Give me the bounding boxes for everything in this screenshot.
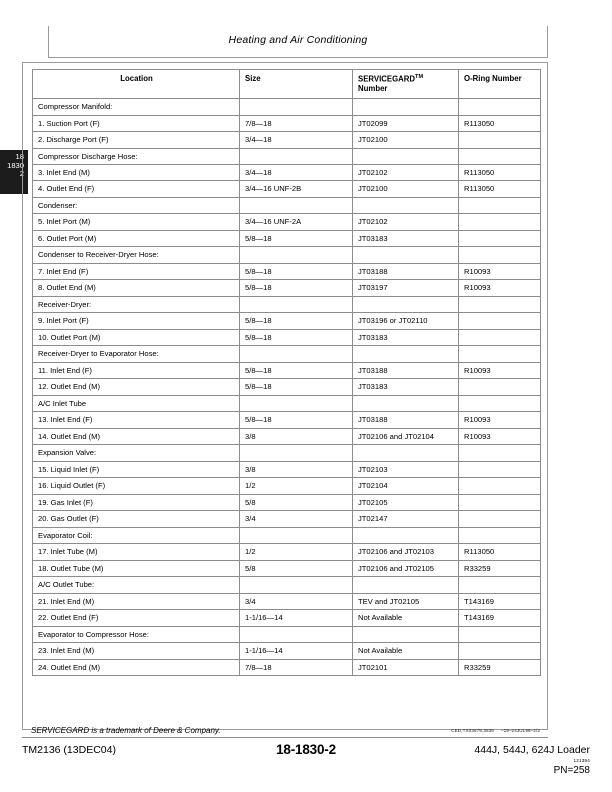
table-row bbox=[33, 263, 541, 279]
column-header-size: Size bbox=[240, 70, 353, 99]
table-row bbox=[33, 527, 541, 543]
cell-oring bbox=[459, 148, 541, 164]
section-label-cell: Condenser to Receiver-Dryer Hose: bbox=[33, 247, 240, 263]
cell-oring: R113050 bbox=[459, 544, 541, 560]
cell-servicegard bbox=[353, 395, 459, 411]
table-row bbox=[33, 511, 541, 527]
cell-servicegard bbox=[353, 577, 459, 593]
table-row bbox=[33, 362, 541, 378]
table-row bbox=[33, 626, 541, 642]
cell-oring bbox=[459, 494, 541, 510]
cell-location: 14. Outlet End (M) bbox=[33, 428, 240, 444]
cell-oring: R113050 bbox=[459, 115, 541, 131]
cell-size bbox=[240, 626, 353, 642]
cell-oring: T143169 bbox=[459, 593, 541, 609]
cell-servicegard: TEV and JT02105 bbox=[353, 593, 459, 609]
cell-servicegard: JT02106 and JT02105 bbox=[353, 560, 459, 576]
table-row bbox=[33, 445, 541, 461]
cell-servicegard: JT03188 bbox=[353, 362, 459, 378]
section-label-cell: A/C Inlet Tube bbox=[33, 395, 240, 411]
cell-size bbox=[240, 577, 353, 593]
table-row bbox=[33, 379, 541, 395]
cell-oring bbox=[459, 395, 541, 411]
cell-location: 3. Inlet End (M) bbox=[33, 165, 240, 181]
cell-location: 24. Outlet End (M) bbox=[33, 659, 240, 675]
table-row bbox=[33, 560, 541, 576]
cell-location: 1. Suction Port (F) bbox=[33, 115, 240, 131]
cell-servicegard bbox=[353, 296, 459, 312]
cell-size: 3/4—16 UNF-2B bbox=[240, 181, 353, 197]
table-row bbox=[33, 610, 541, 626]
table-row bbox=[33, 313, 541, 329]
page-header-title: Heating and Air Conditioning bbox=[228, 34, 368, 46]
cell-size: 7/8—18 bbox=[240, 115, 353, 131]
cell-servicegard bbox=[353, 99, 459, 115]
cell-size: 3/4 bbox=[240, 511, 353, 527]
column-header-servicegard bbox=[353, 70, 459, 99]
cell-oring bbox=[459, 214, 541, 230]
section-label-cell: Evaporator Coil: bbox=[33, 527, 240, 543]
trademark-note: SERVICEGARD is a trademark of Deere & Company. bbox=[31, 726, 221, 735]
table-row bbox=[33, 197, 541, 213]
footer-small-code: 121394 bbox=[573, 758, 590, 763]
cell-size: 5/8—18 bbox=[240, 379, 353, 395]
section-label-cell: Evaporator to Compressor Hose: bbox=[33, 626, 240, 642]
table-row bbox=[33, 412, 541, 428]
cell-servicegard: JT02103 bbox=[353, 461, 459, 477]
cell-oring bbox=[459, 379, 541, 395]
cell-size: 3/8 bbox=[240, 461, 353, 477]
footer-divider bbox=[22, 737, 548, 738]
pn-number: PN=258 bbox=[553, 765, 590, 776]
cell-servicegard: JT02100 bbox=[353, 132, 459, 148]
cell-servicegard: JT02102 bbox=[353, 165, 459, 181]
table-row bbox=[33, 428, 541, 444]
cell-servicegard bbox=[353, 247, 459, 263]
cell-oring bbox=[459, 445, 541, 461]
cell-oring bbox=[459, 329, 541, 345]
cell-oring: R33259 bbox=[459, 659, 541, 675]
cell-oring bbox=[459, 511, 541, 527]
cell-size: 5/8—18 bbox=[240, 313, 353, 329]
table-row bbox=[33, 247, 541, 263]
cell-oring: R10093 bbox=[459, 280, 541, 296]
cell-location: 9. Inlet Port (F) bbox=[33, 313, 240, 329]
table-row bbox=[33, 214, 541, 230]
table-row bbox=[33, 99, 541, 115]
cell-size: 3/4—18 bbox=[240, 132, 353, 148]
cell-size bbox=[240, 445, 353, 461]
cell-size bbox=[240, 296, 353, 312]
cell-oring bbox=[459, 577, 541, 593]
table-row bbox=[33, 643, 541, 659]
table-row bbox=[33, 230, 541, 246]
cell-location: 7. Inlet End (F) bbox=[33, 263, 240, 279]
section-label-cell: Compressor Discharge Hose: bbox=[33, 148, 240, 164]
table-row bbox=[33, 577, 541, 593]
cell-oring: R113050 bbox=[459, 165, 541, 181]
cell-location: 15. Liquid Inlet (F) bbox=[33, 461, 240, 477]
trademark-icon: TM bbox=[415, 74, 424, 80]
cell-size: 1/2 bbox=[240, 544, 353, 560]
cell-size bbox=[240, 527, 353, 543]
cell-size: 3/8 bbox=[240, 428, 353, 444]
cell-size: 5/8—18 bbox=[240, 412, 353, 428]
cell-size bbox=[240, 99, 353, 115]
table-body bbox=[33, 99, 541, 676]
page-header bbox=[48, 26, 548, 58]
cell-location: 22. Outlet End (F) bbox=[33, 610, 240, 626]
table-row bbox=[33, 115, 541, 131]
document-reference-code-right: –19–24JUL98–2/2 bbox=[500, 728, 540, 733]
cell-size bbox=[240, 346, 353, 362]
column-header-oring: O-Ring Number bbox=[459, 70, 541, 99]
table-row bbox=[33, 329, 541, 345]
page-number: 18-1830-2 bbox=[276, 742, 336, 757]
cell-servicegard: JT03197 bbox=[353, 280, 459, 296]
section-label-cell: Compressor Manifold: bbox=[33, 99, 240, 115]
cell-size: 3/4—18 bbox=[240, 165, 353, 181]
table-row bbox=[33, 461, 541, 477]
cell-oring bbox=[459, 478, 541, 494]
fitting-specification-table bbox=[32, 69, 541, 676]
table-row bbox=[33, 346, 541, 362]
cell-location: 10. Outlet Port (M) bbox=[33, 329, 240, 345]
section-label-cell: A/C Outlet Tube: bbox=[33, 577, 240, 593]
table-row bbox=[33, 165, 541, 181]
cell-servicegard: JT02147 bbox=[353, 511, 459, 527]
cell-servicegard: JT02100 bbox=[353, 181, 459, 197]
cell-size: 5/8—18 bbox=[240, 362, 353, 378]
margin-tab-line-2: 1830 bbox=[7, 160, 24, 170]
section-label-cell: Receiver-Dryer: bbox=[33, 296, 240, 312]
table-row bbox=[33, 494, 541, 510]
cell-size: 1-1/16—14 bbox=[240, 610, 353, 626]
cell-size: 5/8 bbox=[240, 560, 353, 576]
cell-size: 5/8 bbox=[240, 494, 353, 510]
cell-size bbox=[240, 197, 353, 213]
cell-location: 18. Outlet Tube (M) bbox=[33, 560, 240, 576]
product-model: 444J, 544J, 624J Loader bbox=[474, 744, 590, 756]
cell-location: 11. Inlet End (F) bbox=[33, 362, 240, 378]
cell-servicegard: JT03183 bbox=[353, 230, 459, 246]
cell-oring: R10093 bbox=[459, 362, 541, 378]
cell-servicegard: Not Available bbox=[353, 643, 459, 659]
cell-servicegard: JT03188 bbox=[353, 263, 459, 279]
table-row bbox=[33, 181, 541, 197]
cell-location: 6. Outlet Port (M) bbox=[33, 230, 240, 246]
cell-servicegard: JT02101 bbox=[353, 659, 459, 675]
cell-location: 21. Inlet End (M) bbox=[33, 593, 240, 609]
table-row bbox=[33, 478, 541, 494]
cell-oring: R33259 bbox=[459, 560, 541, 576]
cell-size: 3/4—16 UNF-2A bbox=[240, 214, 353, 230]
cell-oring: R113050 bbox=[459, 181, 541, 197]
margin-tab-line-3: 2 bbox=[19, 169, 24, 178]
section-label-cell: Condenser: bbox=[33, 197, 240, 213]
cell-servicegard bbox=[353, 527, 459, 543]
cell-location: 12. Outlet End (M) bbox=[33, 379, 240, 395]
cell-oring bbox=[459, 527, 541, 543]
cell-servicegard: JT02099 bbox=[353, 115, 459, 131]
table-head bbox=[33, 70, 541, 99]
table-header-row bbox=[33, 70, 541, 99]
cell-oring bbox=[459, 626, 541, 642]
cell-oring bbox=[459, 643, 541, 659]
cell-oring: T143169 bbox=[459, 610, 541, 626]
cell-servicegard: JT03196 or JT02110 bbox=[353, 313, 459, 329]
margin-tab-line-1: 18 bbox=[15, 152, 24, 161]
cell-size: 1/2 bbox=[240, 478, 353, 494]
cell-servicegard bbox=[353, 445, 459, 461]
cell-oring bbox=[459, 247, 541, 263]
cell-size: 5/8—18 bbox=[240, 230, 353, 246]
cell-servicegard: Not Available bbox=[353, 610, 459, 626]
cell-location: 16. Liquid Outlet (F) bbox=[33, 478, 240, 494]
document-reference-code bbox=[380, 728, 540, 733]
cell-location: 5. Inlet Port (M) bbox=[33, 214, 240, 230]
cell-servicegard: JT02102 bbox=[353, 214, 459, 230]
cell-size bbox=[240, 395, 353, 411]
cell-servicegard: JT02106 and JT02103 bbox=[353, 544, 459, 560]
cell-servicegard bbox=[353, 626, 459, 642]
table-row bbox=[33, 280, 541, 296]
cell-oring: R10093 bbox=[459, 428, 541, 444]
cell-location: 17. Inlet Tube (M) bbox=[33, 544, 240, 560]
cell-oring bbox=[459, 313, 541, 329]
cell-location: 2. Discharge Port (F) bbox=[33, 132, 240, 148]
cell-oring bbox=[459, 461, 541, 477]
document-reference-code-left: CED,TX03679,3535 bbox=[451, 728, 494, 733]
cell-oring bbox=[459, 230, 541, 246]
cell-location: 8. Outlet End (M) bbox=[33, 280, 240, 296]
cell-oring bbox=[459, 197, 541, 213]
cell-location: 23. Inlet End (M) bbox=[33, 643, 240, 659]
table-row bbox=[33, 659, 541, 675]
cell-size bbox=[240, 247, 353, 263]
cell-oring: R10093 bbox=[459, 412, 541, 428]
cell-location: 13. Inlet End (F) bbox=[33, 412, 240, 428]
cell-oring: R10093 bbox=[459, 263, 541, 279]
table-row bbox=[33, 593, 541, 609]
cell-location: 20. Gas Outlet (F) bbox=[33, 511, 240, 527]
column-header-servicegard-text: SERVICEGARD bbox=[358, 74, 416, 84]
cell-servicegard: JT02106 and JT02104 bbox=[353, 428, 459, 444]
cell-servicegard: JT02105 bbox=[353, 494, 459, 510]
section-label-cell: Receiver-Dryer to Evaporator Hose: bbox=[33, 346, 240, 362]
cell-servicegard bbox=[353, 197, 459, 213]
table-row bbox=[33, 395, 541, 411]
table-row bbox=[33, 132, 541, 148]
cell-location: 19. Gas Inlet (F) bbox=[33, 494, 240, 510]
cell-servicegard bbox=[353, 346, 459, 362]
cell-size: 5/8—18 bbox=[240, 329, 353, 345]
cell-size: 1-1/16—14 bbox=[240, 643, 353, 659]
cell-servicegard: JT02104 bbox=[353, 478, 459, 494]
manual-number: TM2136 (13DEC04) bbox=[22, 744, 116, 756]
cell-size: 5/8—18 bbox=[240, 263, 353, 279]
cell-servicegard: JT03183 bbox=[353, 329, 459, 345]
cell-servicegard bbox=[353, 148, 459, 164]
cell-size: 3/4 bbox=[240, 593, 353, 609]
table-row bbox=[33, 296, 541, 312]
cell-oring bbox=[459, 99, 541, 115]
cell-oring bbox=[459, 296, 541, 312]
cell-servicegard: JT03188 bbox=[353, 412, 459, 428]
cell-servicegard: JT03183 bbox=[353, 379, 459, 395]
cell-oring bbox=[459, 346, 541, 362]
table-row bbox=[33, 544, 541, 560]
cell-size bbox=[240, 148, 353, 164]
cell-size: 5/8—18 bbox=[240, 280, 353, 296]
table-row bbox=[33, 148, 541, 164]
section-label-cell: Expansion Valve: bbox=[33, 445, 240, 461]
cell-oring bbox=[459, 132, 541, 148]
column-header-location: Location bbox=[33, 70, 240, 99]
cell-location: 4. Outlet End (F) bbox=[33, 181, 240, 197]
column-header-servicegard-text-2: Number bbox=[358, 84, 388, 94]
cell-size: 7/8—18 bbox=[240, 659, 353, 675]
